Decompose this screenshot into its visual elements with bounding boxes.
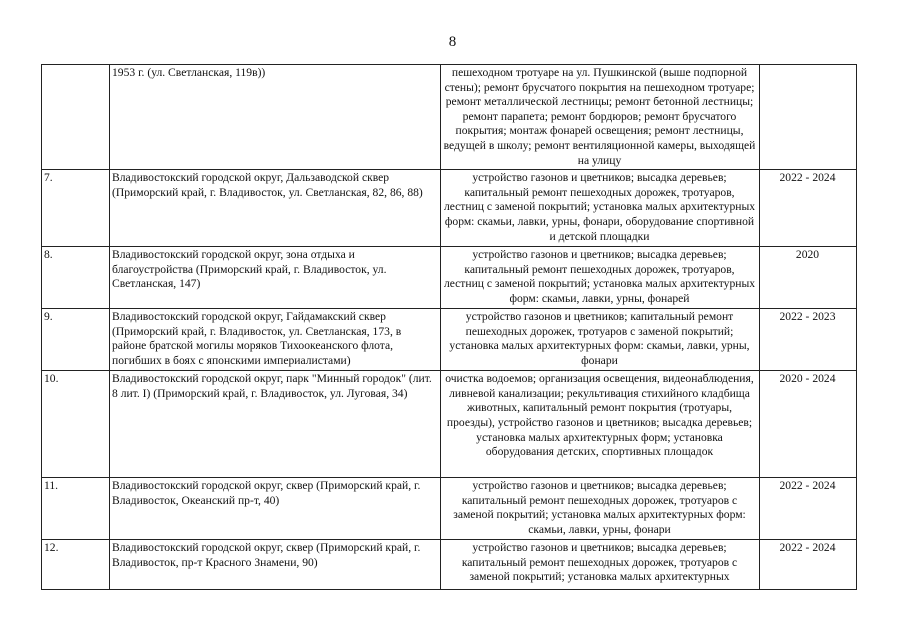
row-number	[42, 65, 110, 170]
period-cell: 2022 - 2024	[760, 478, 857, 540]
works-cell: устройство газонов и цветников; высадка деревьев; капитальный ремонт пешеходных дорожек, тротуаров с заменой покрытий; установка малых архитектурных форм: скамьи, лавки, урны, фонари	[441, 478, 760, 540]
table-row	[42, 170, 857, 247]
table-row	[42, 65, 857, 170]
object-cell: Владивостокский городской округ, парк "Минный городок" (лит. 8 лит. I) (Приморский край, г. Владивосток, ул. Луговая, 34)	[110, 371, 441, 478]
row-number: 8.	[42, 247, 110, 309]
works-cell: устройство газонов и цветников; высадка деревьев; капитальный ремонт пешеходных дорожек, тротуаров, лестниц с заменой покрытий; установка малых архитектурных форм: скамьи, лавки, урны, фонарей	[441, 247, 760, 309]
row-number: 9.	[42, 309, 110, 371]
page-number: 8	[448, 34, 457, 50]
object-cell: Владивостокский городской округ, сквер (Приморский край, г. Владивосток, пр-т Красного Знамени, 90)	[110, 540, 441, 590]
table-row	[42, 540, 857, 590]
object-cell: Владивостокский городской округ, Дальзаводской сквер (Приморский край, г. Владивосток, ул. Светланская, 82, 86, 88)	[110, 170, 441, 247]
table-row	[42, 309, 857, 371]
object-cell: 1953 г. (ул. Светланская, 119в))	[110, 65, 441, 170]
objects-table	[41, 64, 857, 590]
period-cell: 2022 - 2023	[760, 309, 857, 371]
works-cell: пешеходном тротуаре на ул. Пушкинской (выше подпорной стены); ремонт брусчатого покрытия на пешеходном тротуаре; ремонт металлической лестницы; ремонт бетонной лестницы; ремонт парапета; ремонт бордюров; ремонт брусчатого покрытия; монтаж фонарей освещения; ремонт лестницы, ведущей в школу; ремонт вентиляционной камеры, выходящей на улицу	[441, 65, 760, 170]
row-number: 12.	[42, 540, 110, 590]
works-cell: устройство газонов и цветников; капитальный ремонт пешеходных дорожек, тротуаров с заменой покрытий; установка малых архитектурных форм: скамьи, лавки, урны, фонари	[441, 309, 760, 371]
works-cell: устройство газонов и цветников; высадка деревьев; капитальный ремонт пешеходных дорожек, тротуаров с заменой покрытий; установка малых архитектурных	[441, 540, 760, 590]
period-cell: 2020 - 2024	[760, 371, 857, 478]
period-cell	[760, 65, 857, 170]
object-cell: Владивостокский городской округ, Гайдамакский сквер (Приморский край, г. Владивосток, ул. Светланская, 173, в районе братской могилы моряков Тихоокеанского флота, погибших в боях с японскими империалистами)	[110, 309, 441, 371]
table-row	[42, 371, 857, 478]
works-cell: устройство газонов и цветников; высадка деревьев; капитальный ремонт пешеходных дорожек, тротуаров, лестниц с заменой покрытий; установка малых архитектурных форм: скамьи, лавки, урны, фонари, оборудование спортивной и детской площадки	[441, 170, 760, 247]
object-cell: Владивостокский городской округ, сквер (Приморский край, г. Владивосток, Океанский пр-т, 40)	[110, 478, 441, 540]
period-cell: 2022 - 2024	[760, 170, 857, 247]
row-number: 11.	[42, 478, 110, 540]
period-cell: 2022 - 2024	[760, 540, 857, 590]
table-row	[42, 247, 857, 309]
works-cell: очистка водоемов; организация освещения, видеонаблюдения, ливневой канализации; рекультивация стихийного кладбища животных, капитальный ремонт покрытия (тротуары, проезды), устройство газонов и цветников; высадка деревьев; установка малых архитектурных форм; установка оборудования детских, спортивных площадок	[441, 371, 760, 478]
table-row	[42, 478, 857, 540]
row-number: 7.	[42, 170, 110, 247]
period-cell: 2020	[760, 247, 857, 309]
object-cell: Владивостокский городской округ, зона отдыха и благоустройства (Приморский край, г. Владивосток, ул. Светланская, 147)	[110, 247, 441, 309]
row-number: 10.	[42, 371, 110, 478]
